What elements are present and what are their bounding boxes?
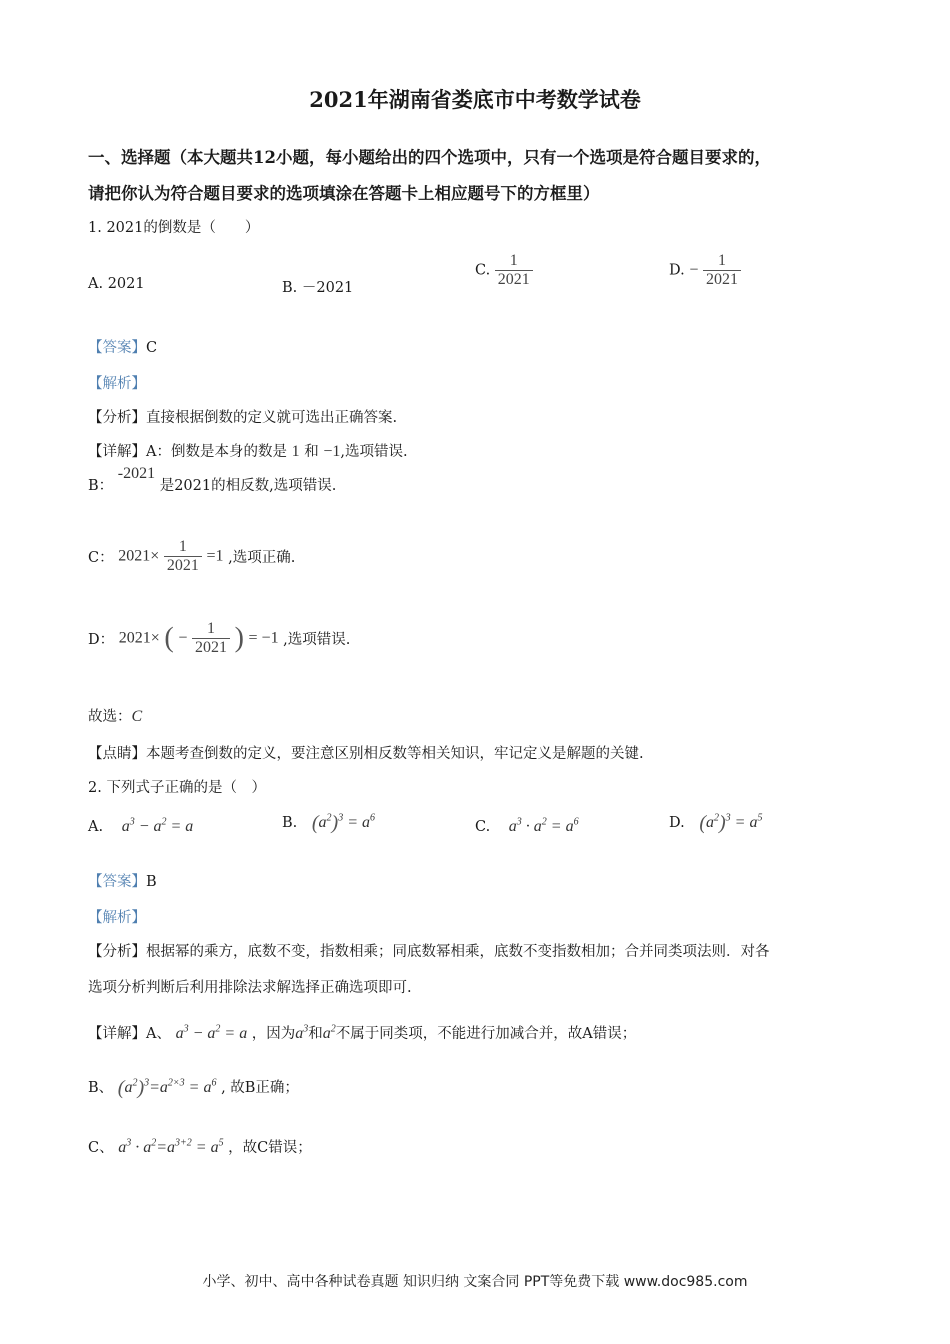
q1-option-c: C. $\frac{1}{2021}$ [475, 252, 533, 289]
q1-answer: 【答案】C [88, 340, 158, 356]
q1-xiangjie-b: B： -2021 是2021的相反数,选项错误. [88, 465, 337, 494]
page-title: 2021年湖南省娄底市中考数学试卷 [309, 87, 641, 112]
fraction: $\frac{1}{2021}$ [495, 252, 533, 289]
q2-analysis-tag: 【解析】 [88, 910, 146, 926]
q1-stem: 1. 2021的倒数是（ ） [88, 220, 260, 236]
section-heading-line1: 一、选择题（本大题共12小题，每小题给出的四个选项中，只有一个选项是符合题目要求的， [88, 148, 771, 167]
q1-option-b: B. －2021 [282, 280, 354, 296]
q2-option-b: B. $(a^2)^3 = a^6$ [282, 812, 376, 834]
q2-xiangjie-a: 【详解】A、 $a^3 - a^2 = a$ ，因为$a^3$和$a^2$不属于同类项，不能进行加减合并，故A错误； [88, 1023, 637, 1042]
q2-fenxi-line2: 选项分析判断后利用排除法求解选择正确选项即可. [88, 980, 412, 996]
q1-option-a: A. 2021 [88, 276, 145, 292]
q2-answer: 【答案】B [88, 874, 157, 890]
q2-option-a: A. $a^3 - a^2 = a$ [88, 816, 194, 835]
fraction: $\frac{1}{2021}$ [164, 538, 202, 575]
q1-xiangjie-a: 【详解】A：倒数是本身的数是 1 和 −1,选项错误. [88, 443, 408, 460]
q2-option-c: C. $a^3 \cdot a^2 = a^6$ [475, 816, 579, 835]
q1-xiangjie-c: C： 2021× $\frac{1}{2021}$ =1 ,选项正确. [88, 538, 296, 574]
q2-option-d: D. $(a^2)^3 = a^5$ [669, 812, 763, 834]
q1-option-d: D. − $\frac{1}{2021}$ [669, 252, 741, 289]
q2-xiangjie-c: C、 $a^3 \cdot a^2=a^{3+2} = a^5$ ，故C错误； [88, 1137, 312, 1156]
q1-xiangjie-d: D： 2021× ( − $\frac{1}{2021}$ ) = −1 ,选项错误. [88, 620, 351, 656]
page-footer: 小学、初中、高中各种试卷真题 知识归纳 文案合同 PPT等免费下载 www.doc985.com [202, 1274, 748, 1290]
q2-xiangjie-b: B、 $(a^2)^3=a^{2\times 3} = a^6$ , 故B正确； [88, 1076, 299, 1099]
q1-analysis-tag: 【解析】 [88, 376, 146, 392]
q1-guxuan: 故选：C [88, 708, 143, 725]
fraction: $\frac{1}{2021}$ [703, 252, 741, 289]
q1-fenxi: 【分析】直接根据倒数的定义就可选出正确答案. [88, 410, 398, 426]
q2-stem: 2. 下列式子正确的是（ ） [88, 780, 266, 796]
q2-fenxi-line1: 【分析】根据幂的乘方，底数不变，指数相乘；同底数幂相乘，底数不变指数相加；合并同类项法则．对各 [88, 944, 770, 960]
fraction: $\frac{1}{2021}$ [192, 620, 230, 657]
section-heading-line2: 请把你认为符合题目要求的选项填涂在答题卡上相应题号下的方框里） [88, 184, 600, 203]
q1-dianjing: 【点睛】本题考查倒数的定义，要注意区别相反数等相关知识，牢记定义是解题的关键. [88, 746, 644, 762]
